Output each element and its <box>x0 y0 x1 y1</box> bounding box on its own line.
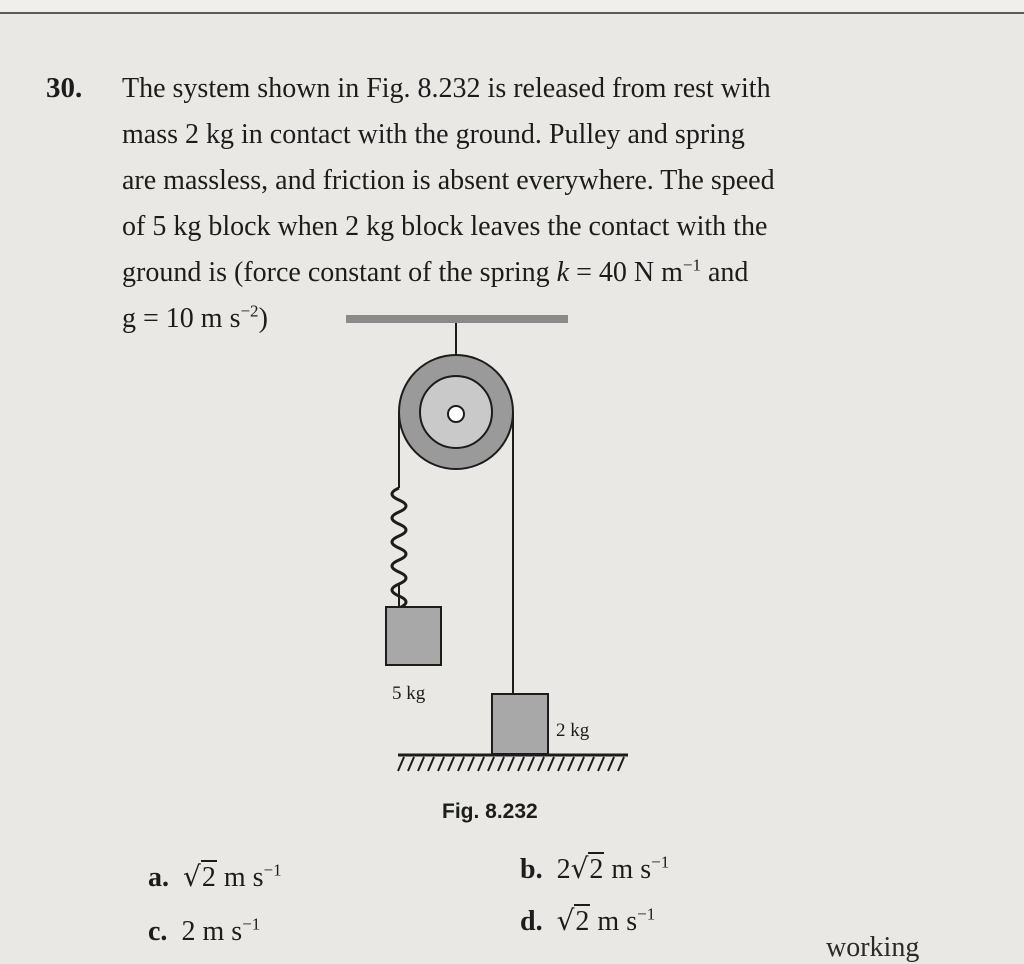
block-2kg <box>492 694 548 754</box>
pulley-axle <box>448 406 464 422</box>
question-line: of 5 kg block when 2 kg block leaves the contact with the <box>122 211 768 242</box>
ground-hatch <box>398 757 624 771</box>
ceiling-support <box>346 315 568 323</box>
option-b[interactable]: b. 2√2 m $s^{-1}$ <box>520 852 670 885</box>
question-number: 30. <box>46 72 83 104</box>
cut-off-text: working <box>826 932 920 963</box>
question-line: g = 10 m $s^{-2}$) <box>122 301 268 334</box>
option-c[interactable]: c. 2 m $s^{-1}$ <box>148 914 261 947</box>
question-line: mass 2 kg in contact with the ground. Pulley and spring <box>122 119 745 150</box>
option-a[interactable]: a. √2 m $s^{-1}$ <box>148 860 282 893</box>
option-d[interactable]: d. √2 m $s^{-1}$ <box>520 904 656 937</box>
question-line: The system shown in Fig. 8.232 is released from rest with <box>122 73 771 104</box>
figure-caption: Fig. 8.232 <box>442 800 538 823</box>
question-line: are massless, and friction is absent everywhere. The speed <box>122 165 775 196</box>
option-letter: c. <box>148 916 168 947</box>
question-line: ground is (force constant of the spring k = 40 N $m^{-1}$ and <box>122 255 749 288</box>
option-letter: d. <box>520 906 543 937</box>
label-5kg: 5 kg <box>392 683 426 704</box>
block-5kg <box>386 607 441 665</box>
label-2kg: 2 kg <box>556 720 590 741</box>
option-letter: a. <box>148 862 169 893</box>
option-letter: b. <box>520 854 543 885</box>
